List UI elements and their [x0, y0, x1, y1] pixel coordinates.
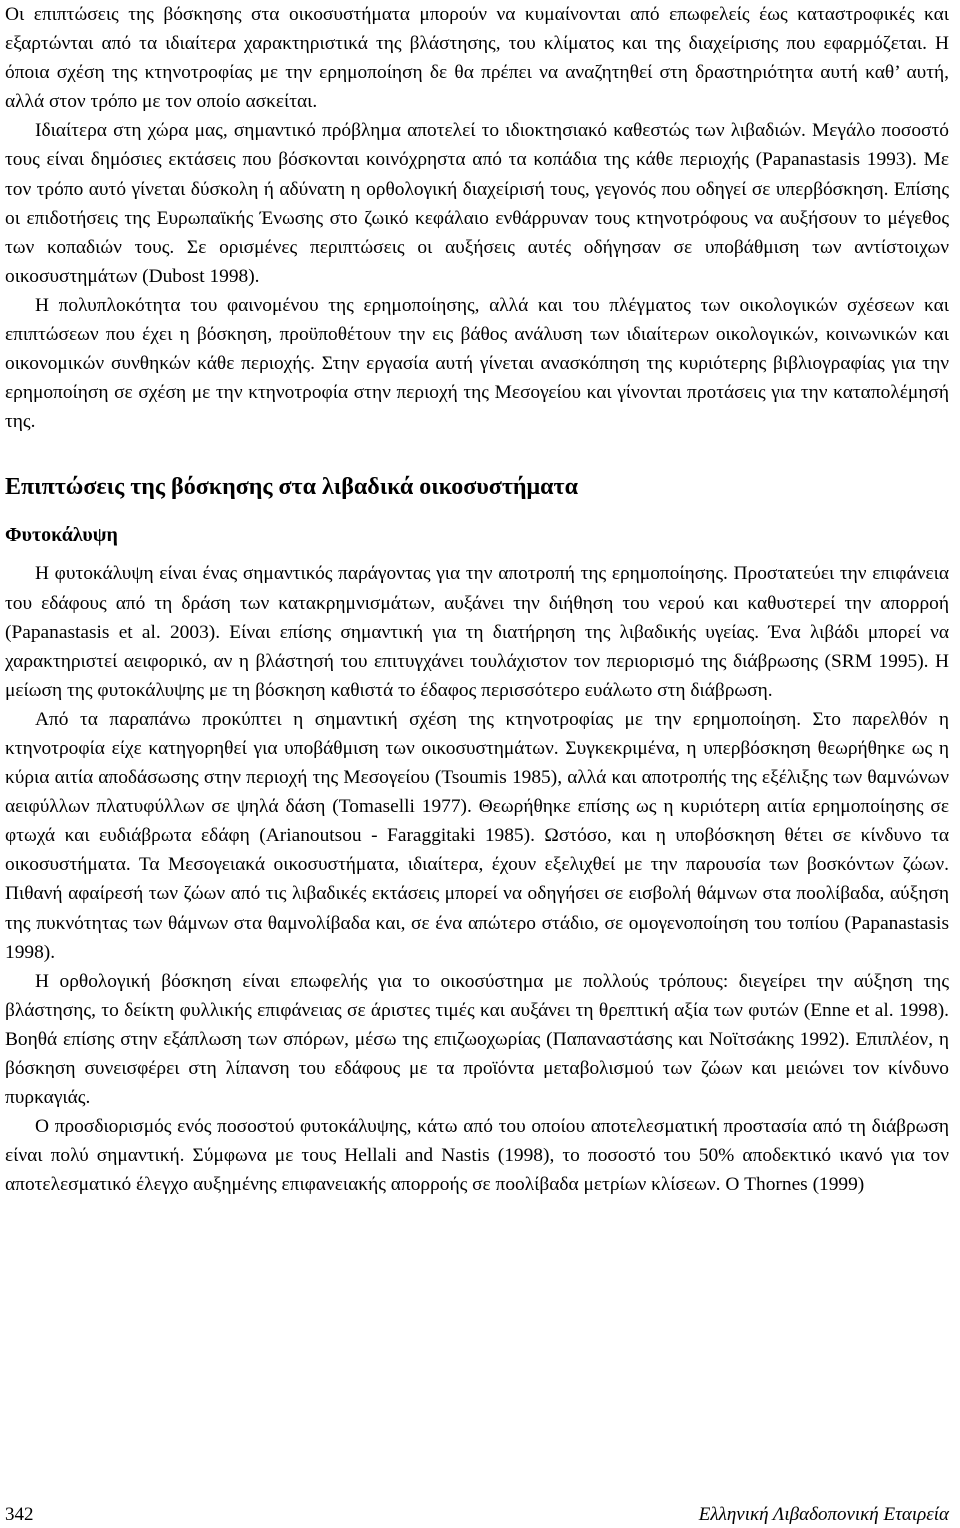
section-heading: Επιπτώσεις της βόσκησης στα λιβαδικά οικοσυστήματα	[5, 474, 578, 501]
paragraph-intro-effects: Οι επιπτώσεις της βόσκησης στα οικοσυστήματα μπορούν να κυμαίνονται από επωφελείς έως καταστροφικές και εξαρτώνται από τα ιδιαίτερα χαρακτηριστικά της βλάστησης, του κλίματος και της διαχείρισης που εφαρμόζεται. Η όποια σχέση της κτηνοτροφίας με την ερημοποίηση δε θα πρέπει να αναζητηθεί στη δραστηριότητα αυτή καθ’ αυτή, αλλά στον τρόπο με τον οποίο ασκείται.	[5, 4, 949, 113]
paragraph-vegetation-cover: Η φυτοκάλυψη είναι ένας σημαντικός παράγοντας για την αποτροπή της ερημοποίησης. Προστατεύει την επιφάνεια του εδάφους από τη δράση των κατακρημνισμάτων, αυξάνει την διήθηση του νερού και καθυστερεί την απορροή (Papanastasis et al. 2003). Είναι επίσης σημαντική για τη διατήρηση της λιβαδικής υγείας. Ένα λιβάδι μπορεί να χαρακτηριστεί αειφορικό, αν η βλάστησή του επιτυγχάνει τουλάχιστον τον περιορισμό της διάβρωσης (SRM 1995). Η μείωση της φυτοκάλυψης με τη βόσκηση καθιστά το έδαφος περισσότερο ευάλωτο στη διάβρωση.	[5, 563, 949, 701]
paragraph-land-ownership: Ιδιαίτερα στη χώρα μας, σημαντικό πρόβλημα αποτελεί το ιδιοκτησιακό καθεστώς των λιβαδιών. Μεγάλο ποσοστό τους είναι δημόσιες εκτάσεις που βόσκονται κοινόχρηστα από τα κοπάδια της κάθε περιοχής (Papanastasis 1993). Με τον τρόπο αυτό γίνεται δύσκολη ή αδύνατη η ορθολογική διαχείρισή τους, γεγονός που οδηγεί σε υπερβόσκηση. Επίσης οι επιδοτήσεις της Ευρωπαϊκής Ένωσης στο ζωικό κεφάλαιο ενθάρρυναν τους κτηνοτρόφους να αυξήσουν το μέγεθος των κοπαδιών τους. Σε ορισμένες περιπτώσεις οι αυξήσεις αυτές οδήγησαν σε υποβάθμιση των αντίστοιχων οικοσυστημάτων (Dubost 1998).	[5, 120, 949, 287]
publisher-name: Ελληνική Λιβαδοπονική Εταιρεία	[698, 1504, 949, 1525]
paragraph-overgrazing: Από τα παραπάνω προκύπτει η σημαντική σχέση της κτηνοτροφίας με την ερημοποίηση. Στο παρελθόν η κτηνοτροφία είχε κατηγορηθεί για υποβάθμιση των οικοσυστημάτων. Συγκεκριμένα, η υπερβόσκηση θεωρήθηκε ως η κύρια αιτία αποδάσωσης στην περιοχή της Μεσογείου (Tsoumis 1985), αλλά και αποτροπής της εξέλιξης των θαμνώνων αειφύλλων πλατυφύλλων σε ψηλά δάση (Tomaselli 1977). Θεωρήθηκε επίσης ως η κυριότερη αιτία ερημοποίησης σε φτωχά και ευδιάβρωτα εδάφη (Arianoutsou - Faraggitaki 1985). Ωστόσο, και η υποβόσκηση θέτει σε κίνδυνο τα οικοσυστήματα. Τα Μεσογειακά οικοσυστήματα, ιδιαίτερα, έχουν εξελιχθεί με την παρουσία των βοσκόντων ζώων. Πιθανή αφαίρεσή των ζώων από τις λιβαδικές εκτάσεις μπορεί να οδηγήσει σε εισβολή θάμνων στα ποολίβαδα, αύξηση της πυκνότητας των θάμνων στα θαμνολίβαδα και, σε ένα απώτερο στάδιο, σε ομογενοποίηση του τοπίου (Papanastasis 1998).	[5, 708, 949, 963]
subsection-heading: Φυτοκάλυψη	[5, 524, 118, 547]
page-number: 342	[5, 1504, 34, 1525]
page-footer	[5, 1502, 949, 1528]
paragraph-complexity: Η πολυπλοκότητα του φαινομένου της ερημοποίησης, αλλά και του πλέγματος των οικολογικών σχέσεων και επιπτώσεων που έχει η βόσκηση, προϋποθέτουν την εις βάθος ανάλυση των ιδιαίτερων οικολογικών, κοινωνικών και οικονομικών συνθηκών κάθε περιοχής. Στην εργασία αυτή γίνεται ανασκόπηση της κυριότερης βιβλιογραφίας για την ερημοποίηση σε σχέση με την κτηνοτροφία στην περιοχή της Μεσογείου και γίνονται προτάσεις για την καταπολέμησή της.	[5, 294, 949, 433]
paragraph-cover-threshold: Ο προσδιορισμός ενός ποσοστού φυτοκάλυψης, κάτω από του οποίου αποτελεσματική προστασία από τη διάβρωση είναι πολύ σημαντική. Σύμφωνα με τους Hellali and Nastis (1998), το ποσοστό του 50% αποδεκτικό ικανό για τον αποτελεσματικό έλεγχο αυξημένης επιφανειακής απορροής σε ποολίβαδα μετρίων κλίσεων. Ο Thornes (1999)	[5, 1116, 949, 1196]
paragraph-rational-grazing: Η ορθολογική βόσκηση είναι επωφελής για το οικοσύστημα με πολλούς τρόπους: διεγείρει την αύξηση της βλάστησης, το δείκτη φυλλικής επιφάνειας σε άριστες τιμές και αυξάνει τη θρεπτική αξία των φυτών (Enne et al. 1998). Βοηθά επίσης στην εξάπλωση των σπόρων, μέσω της επιζωοχωρίας (Παπαναστάσης και Νοϊτσάκης 1992). Επιπλέον, η βόσκηση συνεισφέρει στη λίπανση του εδάφους με τα προϊόντα μεταβολισμού των ζώων και μειώνει τον κίνδυνο πυρκαγιάς.	[5, 970, 949, 1109]
document-page	[5, 0, 949, 1199]
